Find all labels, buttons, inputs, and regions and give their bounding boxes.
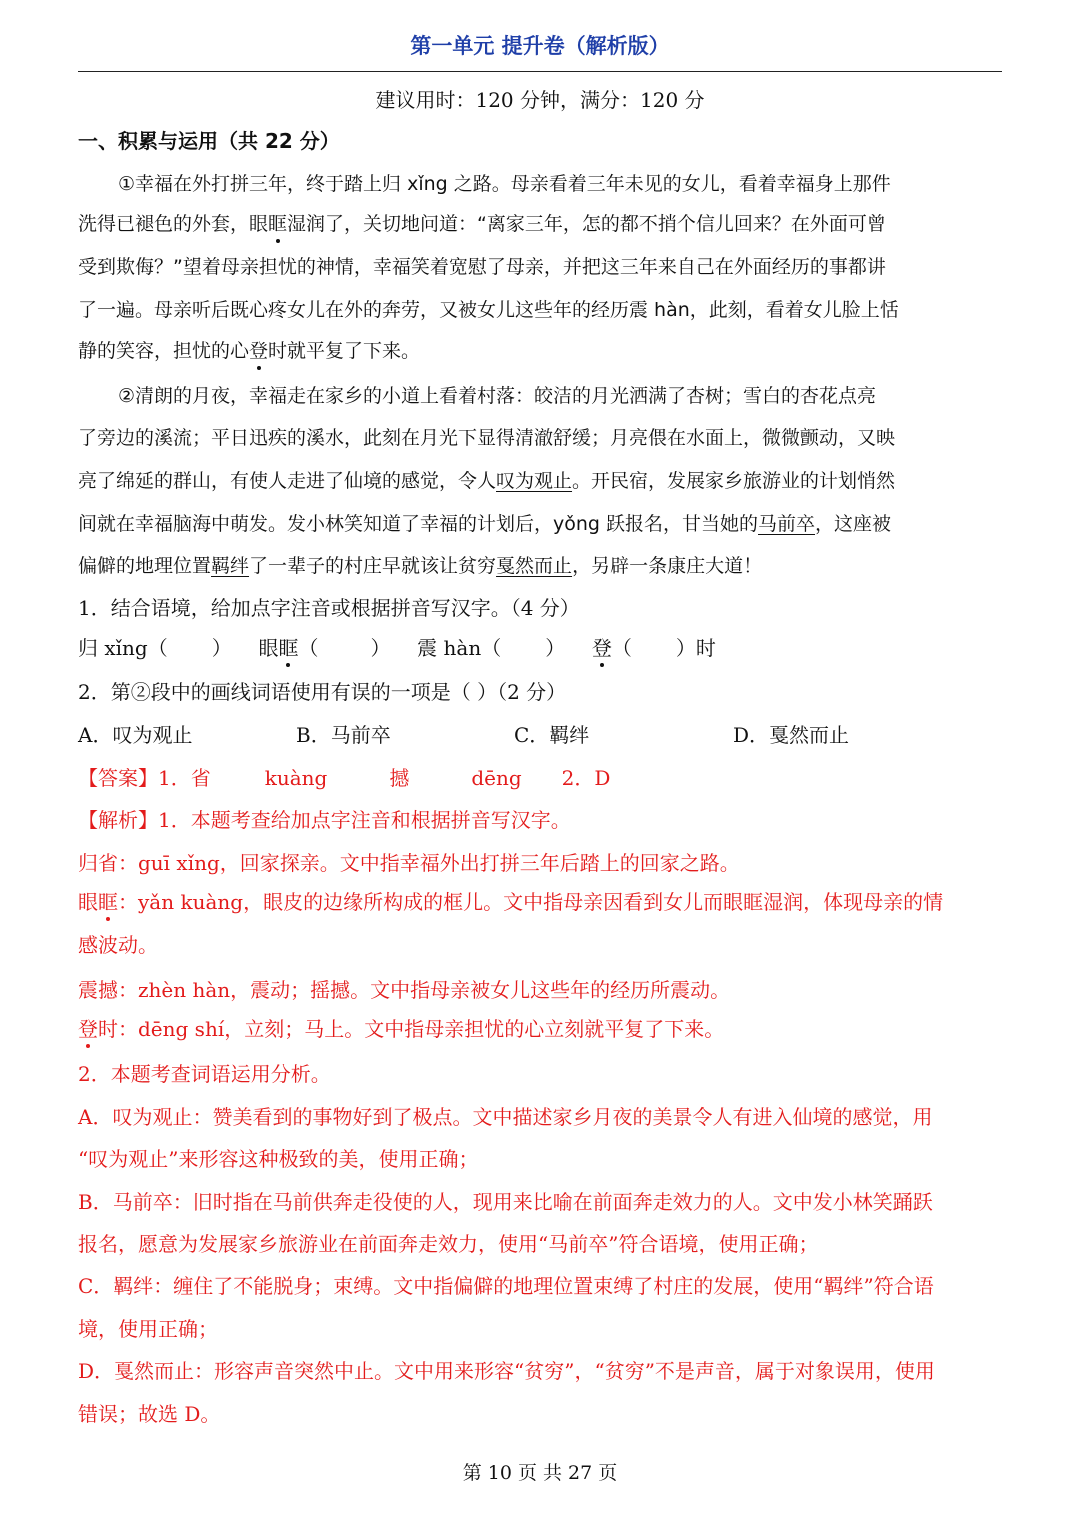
dotted-char: 登 <box>592 633 612 663</box>
page-number: 第 10 页 共 27 页 <box>462 1462 618 1484</box>
para2-line3: 亮了绵延的群山，有使人走进了仙境的感觉，令人叹为观止。开民宿，发展家乡旅游业的计划悄然 <box>78 470 896 492</box>
para2-line1: ②清朗的月夜，幸福走在家乡的小道上看着村落：皎洁的月光洒满了杏树；雪白的杏花点亮 <box>118 385 877 407</box>
analysis-d-line2: 错误；故选 D。 <box>78 1402 221 1426</box>
underlined-word: 马前卒 <box>758 513 816 535</box>
dotted-char: 眶 <box>268 209 287 239</box>
question-2-stem: 2．第②段中的画线词语使用有误的一项是（ ）（2 分） <box>78 680 567 704</box>
analysis-line-3: 感波动。 <box>78 933 158 957</box>
underlined-word: 戛然而止 <box>496 555 573 577</box>
dotted-char: 眶 <box>98 887 118 917</box>
para1-line1: ①幸福在外打拼三年，终于踏上归 xǐng 之路。母亲看着三年未见的女儿，看着幸福身上那件 <box>118 173 891 195</box>
para1-line2: 洗得已褪色的外套，眼眶湿润了，关切地问道：“离家三年，怎的都不捎个信儿回来？在外面可曾 <box>78 209 1003 239</box>
question-1-stem: 1．结合语境，给加点字注音或根据拼音写汉字。（4 分） <box>78 596 580 620</box>
analysis-b-line1: B．马前卒：旧时指在马前供奔走役使的人，现用来比喻在前面奔走效力的人。文中发小林笑踊跃 <box>78 1190 933 1214</box>
analysis-c-line1: C．羁绊：缠住了不能脱身；束缚。文中指偏僻的地理位置束缚了村庄的发展，使用“羁绊”符合语 <box>78 1274 934 1298</box>
option-c: C．羁绊 <box>514 723 590 747</box>
para2-line4: 间就在幸福脑海中萌发。发小林笑知道了幸福的计划后，yǒng 跃报名，甘当她的马前卒，这座被 <box>78 513 892 535</box>
option-d: D．戛然而止 <box>733 723 850 747</box>
analysis-a-line2: “叹为观止”来形容这种极致的美，使用正确； <box>78 1147 479 1171</box>
para1-line4: 了一遍。母亲听后既心疼女儿在外的奔劳，又被女儿这些年的经历震 hàn，此刻，看着女儿脸上恬 <box>78 299 899 321</box>
para2-line2: 了旁边的溪流；平日迅疾的溪水，此刻在月光下显得清澈舒缓；月亮偎在水面上，微微颤动，又映 <box>78 427 896 449</box>
analysis-line-1: 归省：guī xǐng，回家探亲。文中指幸福外出打拼三年后踏上的回家之路。 <box>78 851 740 875</box>
section-heading: 一、积累与运用（共 22 分） <box>78 129 340 153</box>
dotted-char: 登 <box>78 1014 98 1044</box>
dotted-char: 眶 <box>278 633 298 663</box>
para1-line5: 静的笑容，担忧的心登时就平复了下来。 <box>78 336 1003 366</box>
analysis-intro: 【解析】1．本题考查给加点字注音和根据拼音写汉字。 <box>78 808 571 832</box>
para2-line5: 偏僻的地理位置羁绊了一辈子的村庄早就该让贫穷戛然而止，另辟一条康庄大道！ <box>78 555 763 577</box>
analysis-q2-intro: 2．本题考查词语运用分析。 <box>78 1062 331 1086</box>
option-b: B．马前卒 <box>296 723 391 747</box>
analysis-b-line2: 报名，愿意为发展家乡旅游业在前面奔走效力，使用“马前卒”符合语境，使用正确； <box>78 1232 819 1256</box>
analysis-d-line1: D．戛然而止：形容声音突然中止。文中用来形容“贫穷”，“贫穷”不是声音，属于对象误用，使用 <box>78 1359 935 1383</box>
header-title: 第一单元 提升卷（解析版） <box>410 34 670 58</box>
header-divider <box>78 71 1002 72</box>
dotted-char: 登 <box>249 336 268 366</box>
analysis-line-2: 眼眶：yǎn kuàng，眼皮的边缘所构成的框儿。文中指母亲因看到女儿而眼眶湿润，体现母亲的情 <box>78 887 1003 917</box>
underlined-word: 叹为观止 <box>496 470 573 492</box>
time-note: 建议用时：120 分钟，满分：120 分 <box>375 88 705 112</box>
underlined-word: 羁绊 <box>211 555 250 577</box>
answer-line: 【答案】1．省 kuàng 撼 dēng 2．D <box>78 766 611 790</box>
option-a: A．叹为观止 <box>78 723 193 747</box>
analysis-line-5: 登时：dēng shí，立刻；马上。文中指母亲担忧的心立刻就平复了下来。 <box>78 1014 1003 1044</box>
question-1-blanks: 归 xǐng（ ） 眼眶（ ） 震 hàn（ ） 登（ ）时 <box>78 633 1003 663</box>
analysis-a-line1: A．叹为观止：赞美看到的事物好到了极点。文中描述家乡月夜的美景令人有进入仙境的感觉，用 <box>78 1105 933 1129</box>
analysis-line-4: 震撼：zhèn hàn，震动；摇撼。文中指母亲被女儿这些年的经历所震动。 <box>78 978 731 1002</box>
analysis-c-line2: 境，使用正确； <box>78 1317 218 1341</box>
para1-line3: 受到欺侮？”望着母亲担忧的神情，幸福笑着宽慰了母亲，并把这三年来自己在外面经历的事都讲 <box>78 256 886 278</box>
